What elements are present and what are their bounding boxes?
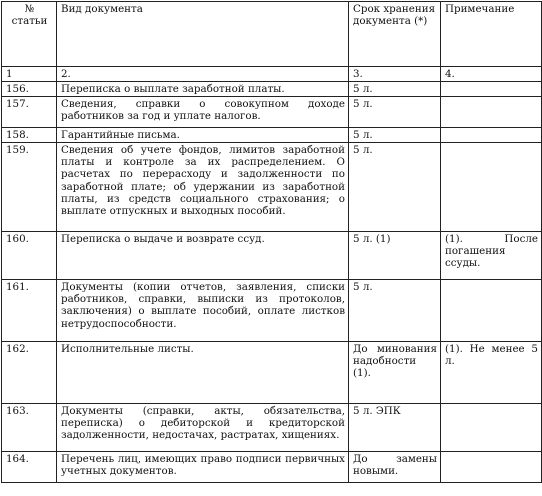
table-row [2, 82, 542, 97]
cell-article-number: 157. [2, 97, 57, 128]
cell-retention-period: 5 л. [349, 82, 441, 97]
cell-document-type: Перечень лиц, имеющих право подписи первичных учетных документов. [57, 452, 349, 483]
cell-document-type: Исполнительные листы. [57, 342, 349, 404]
cell-article-number: 160. [2, 232, 57, 280]
cell-article-number: 162. [2, 342, 57, 404]
cell-article-number: 164. [2, 452, 57, 483]
column-index-row [2, 67, 542, 82]
header-row [2, 2, 542, 67]
cell-article-number: 161. [2, 280, 57, 342]
table-row [2, 404, 542, 452]
cell-note [441, 452, 542, 483]
cell-note [441, 128, 542, 143]
cell-note: (1). Не менее 5 л. [441, 342, 542, 404]
cell-document-type: Переписка о выдаче и возврате ссуд. [57, 232, 349, 280]
table-row [2, 452, 542, 483]
cell-article-number: 159. [2, 143, 57, 232]
cell-retention-period: До замены новыми. [349, 452, 441, 483]
cell-note: (1). После погашения ссуды. [441, 232, 542, 280]
cell-document-type: Гарантийные письма. [57, 128, 349, 143]
cell-retention-period: До минования надобности (1). [349, 342, 441, 404]
cell-retention-period: 5 л. ЭПК [349, 404, 441, 452]
cell-document-type: Сведения об учете фондов, лимитов заработной платы и контроле за их распределением. О расчетах по перерасходу и задолженности по заработной плате; об удержании из заработной платы, из средств социального страхования; о выплате отпускных и выходных пособий. [57, 143, 349, 232]
cell-article-number: 156. [2, 82, 57, 97]
header-document-type: Вид документа [57, 2, 349, 67]
cell-article-number: 163. [2, 404, 57, 452]
document-retention-table [1, 1, 542, 483]
column-index-2: 2. [57, 67, 349, 82]
table-row [2, 143, 542, 232]
header-note: Примечание [441, 2, 542, 67]
table-row [2, 128, 542, 143]
cell-note [441, 404, 542, 452]
cell-document-type: Переписка о выплате заработной платы. [57, 82, 349, 97]
cell-note [441, 97, 542, 128]
table-row [2, 97, 542, 128]
cell-retention-period: 5 л. [349, 280, 441, 342]
table-row [2, 280, 542, 342]
header-article-number: № статьи [2, 2, 57, 67]
cell-note [441, 143, 542, 232]
header-retention-period: Срок хранения документа (*) [349, 2, 441, 67]
cell-article-number: 158. [2, 128, 57, 143]
cell-document-type: Документы (копии отчетов, заявления, списки работников, справки, выписки из протоколов, заключения) о выплате пособий, оплате листков нетрудоспособности. [57, 280, 349, 342]
cell-note [441, 280, 542, 342]
cell-retention-period: 5 л. [349, 128, 441, 143]
table-row [2, 232, 542, 280]
cell-document-type: Сведения, справки о совокупном доходе работников за год и уплате налогов. [57, 97, 349, 128]
cell-retention-period: 5 л. [349, 97, 441, 128]
cell-retention-period: 5 л. (1) [349, 232, 441, 280]
cell-note [441, 82, 542, 97]
cell-document-type: Документы (справки, акты, обязательства, переписка) о дебиторской и кредиторской задолженности, недостачах, растратах, хищениях. [57, 404, 349, 452]
cell-retention-period: 5 л. [349, 143, 441, 232]
column-index-3: 3. [349, 67, 441, 82]
column-index-4: 4. [441, 67, 542, 82]
table-row [2, 342, 542, 404]
column-index-1: 1 [2, 67, 57, 82]
